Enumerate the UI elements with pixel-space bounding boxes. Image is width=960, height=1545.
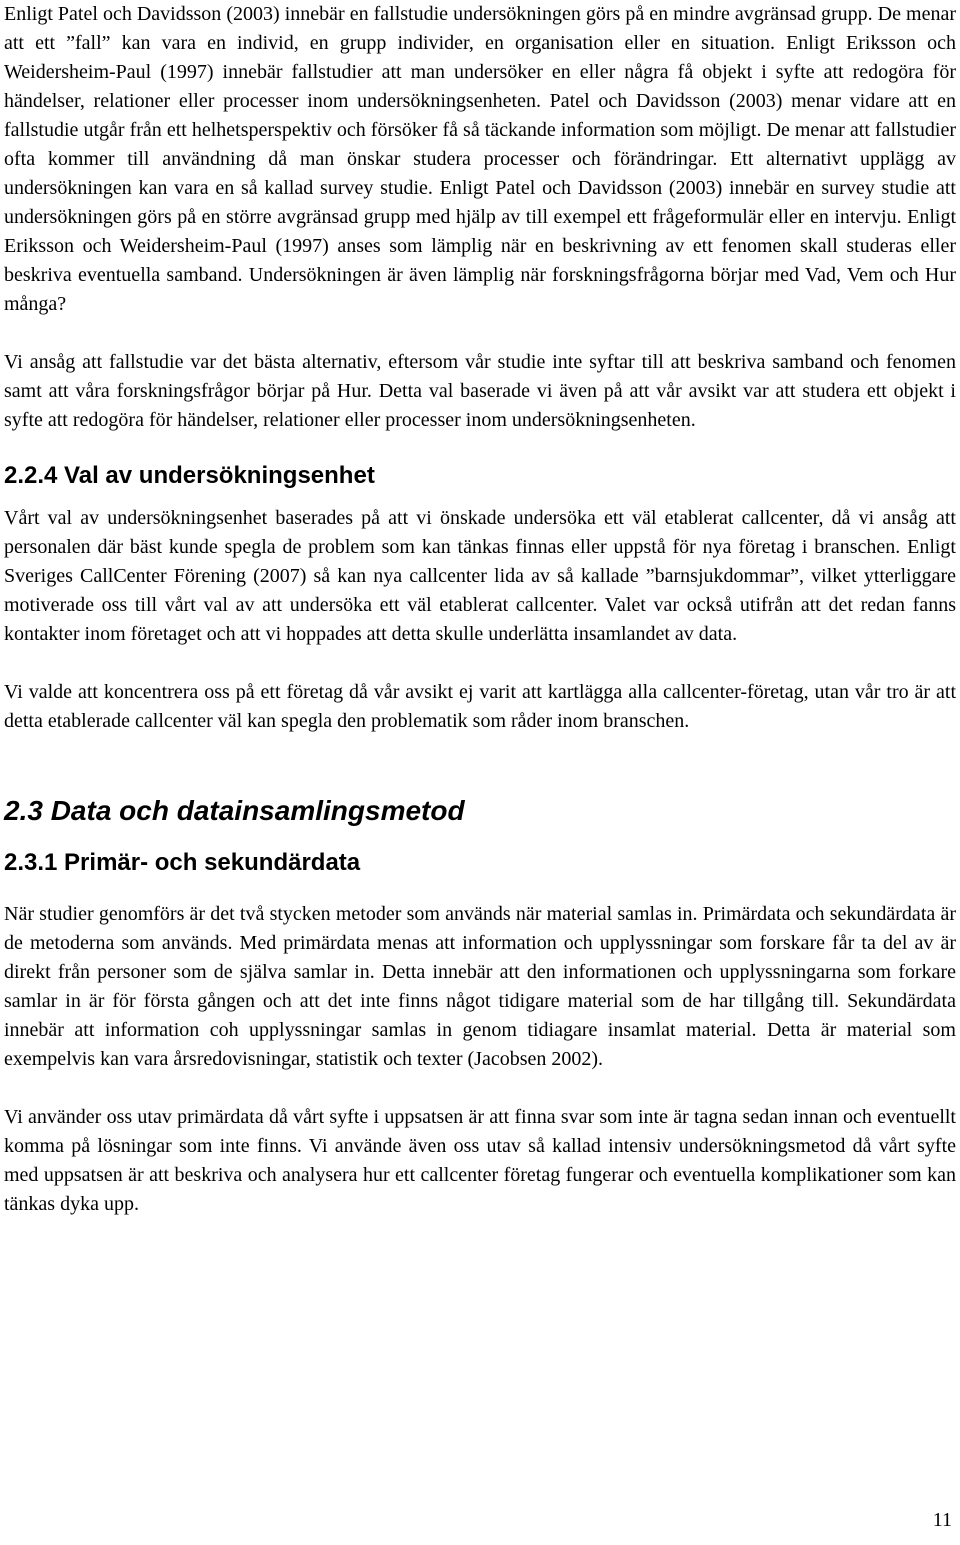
heading-primar-och-sekundardata: 2.3.1 Primär- och sekundärdata bbox=[4, 849, 361, 876]
heading-val-av-undersokningsenhet: 2.2.4 Val av undersökningsenhet bbox=[4, 462, 375, 489]
paragraph-val-av-fallstudie: Vi ansåg att fallstudie var det bästa alternativ, eftersom vår studie inte syftar till att beskriva samband och fenomen samt att våra forskningsfrågor börjar på Hur. Detta val baserade vi även på att vår avsikt var att studera ett objekt i syfte att redogöra för händelser, relationer eller processer inom undersökningsenheten. bbox=[4, 351, 956, 431]
paragraph-primar-sekundardata: När studier genomförs är det två stycken metoder som används när material samlas in. Primärdata och sekundärdata är de metoderna som används. Med primärdata menas att information och upplyssningar som forskare får ta del av är direkt från personer som de själva samlar in. Detta innebär att den informationen och upplyssningarna som forkare samlar in är för första gången och att det inte finns något tidigare material som de har tillgång till. Sekundärdata innebär att information coh upplyssningar samlas in genom tidiagare insamlat material. Detta är material som exempelvis kan vara årsredovisningar, statistik och texter (Jacobsen 2002). bbox=[4, 903, 956, 1070]
heading-data-och-datainsamlingsmetod: 2.3 Data och datainsamlingsmetod bbox=[4, 795, 465, 826]
page-number: 11 bbox=[932, 1509, 952, 1531]
paragraph-fallstudie-survey: Enligt Patel och Davidsson (2003) innebär en fallstudie undersökningen görs på en mindre avgränsad grupp. De menar att ett ”fall” kan vara en individ, en grupp individer, en organisation eller en situation. Enligt Eriksson och Weidersheim-Paul (1997) innebär fallstudier att man undersöker en eller några få objekt i syfte att redogöra för händelser, relationer eller processer inom undersökningsenheten. Patel och Davidsson (2003) menar vidare att en fallstudie utgår från ett helhetsperspektiv och försöker få så täckande information som möjligt. De menar att fallstudier ofta kommer till användning då man önskar studera processer och förändringar. Ett alternativt upplägg av undersökningen kan vara en så kallad survey studie. Enligt Patel och Davidsson (2003) innebär en survey studie att undersökningen görs på en större avgränsad grupp med hjälp av till exempel ett frågeformulär eller en intervju. Enligt Eriksson och Weidersheim-Paul (1997) anses som lämplig när en beskrivning av ett fenomen skall studeras eller beskriva eventuella samband. Undersökningen är även lämplig när forskningsfrågorna börjar med Vad, Vem och Hur många? bbox=[4, 3, 956, 315]
paragraph-primardata-val: Vi använder oss utav primärdata då vårt syfte i uppsatsen är att finna svar som inte är tagna sedan innan och eventuellt komma på lösningar som inte finns. Vi använde även oss utav så kallad intensiv undersökningsmetod då vårt syfte med uppsatsen är att beskriva och analysera hur ett callcenter företag fungerar och eventuella komplikationer som kan tänkas dyka upp. bbox=[4, 1106, 956, 1215]
paragraph-ett-foretag: Vi valde att koncentrera oss på ett företag då vår avsikt ej varit att kartlägga alla callcenter-företag, utan vår tro är att detta etablerade callcenter väl kan spegla den problematik som råder inom branschen. bbox=[4, 681, 956, 732]
document-page bbox=[4, 0, 956, 1219]
paragraph-undersokningsenhet: Vårt val av undersökningsenhet baserades på att vi önskade undersöka ett väl etablerat callcenter, då vi ansåg att personalen där bäst kunde spegla de problem som kan tänkas finnas eller uppstå för nya företag i branschen. Enligt Sveriges CallCenter Förening (2007) så kan nya callcenter lida av så kallade ”barnsjukdommar”, vilket ytterliggare motiverade oss till vårt val av att undersöka ett väl etablerat callcenter. Valet var också utifrån att det redan fanns kontakter inom företaget och att vi hoppades att detta skulle underlätta insamlandet av data. bbox=[4, 507, 956, 645]
